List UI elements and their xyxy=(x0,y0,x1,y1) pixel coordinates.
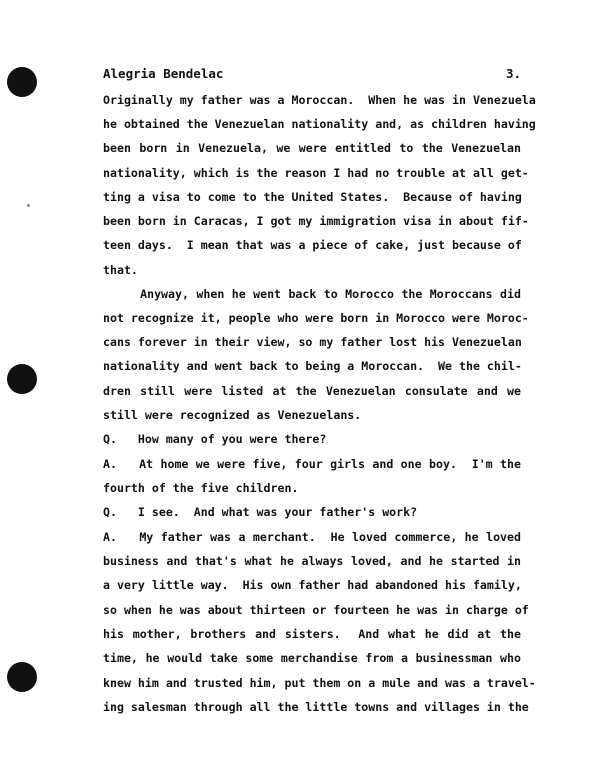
transcript-line: he obtained the Venezuelan nationality and, as children having xyxy=(103,117,536,131)
transcript-line: teen days. I mean that was a piece of cake, just because of xyxy=(103,238,522,252)
transcript-line: that. xyxy=(103,263,138,277)
transcript-line: nationality and went back to being a Moroccan. We the chil- xyxy=(103,359,522,373)
transcript-line: dren still were listed at the Venezuelan consulate and we xyxy=(103,384,521,398)
binder-hole-middle xyxy=(7,364,37,394)
transcript-line: cans forever in their view, so my father lost his Venezuelan xyxy=(103,335,522,349)
transcript-line: fourth of the five children. xyxy=(103,481,299,495)
transcript-line: still were recognized as Venezuelans. xyxy=(103,408,362,422)
transcript-line: ing salesman through all the little towns and villages in the xyxy=(103,700,529,714)
page-number: 3. xyxy=(505,66,521,81)
binder-hole-bottom xyxy=(7,662,37,692)
transcript-line: ting a visa to come to the United States. Because of having xyxy=(103,190,522,204)
transcript-line: Anyway, when he went back to Morocco the Moroccans did xyxy=(103,287,521,301)
binder-hole-top xyxy=(7,67,37,97)
transcript-line: Q. How many of you were there? xyxy=(103,432,327,446)
transcript-line: so when he was about thirteen or fourteen he was in charge of xyxy=(103,603,529,617)
interviewee-name: Alegria Bendelac xyxy=(103,66,224,81)
transcript-line: knew him and trusted him, put them on a mule and was a travel- xyxy=(103,676,536,690)
page-header xyxy=(103,66,523,84)
transcript-line: A. At home we were five, four girls and one boy. I'm the xyxy=(103,457,521,471)
transcript-line: been born in Venezuela, we were entitled to the Venezuelan xyxy=(103,141,521,155)
transcript-line: not recognize it, people who were born in Morocco were Moroc- xyxy=(103,311,529,325)
transcript-line: a very little way. His own father had abandoned his family, xyxy=(103,578,522,592)
transcript-line: nationality, which is the reason I had no trouble at all get- xyxy=(103,166,529,180)
transcript-line: Q. I see. And what was your father's work? xyxy=(103,505,418,519)
transcript-line: business and that's what he always loved, and he started in xyxy=(103,554,521,568)
transcript-line: been born in Caracas, I got my immigration visa in about fif- xyxy=(103,214,529,228)
transcript-line: his mother, brothers and sisters. And what he did at the xyxy=(103,627,521,641)
transcript-line: time, he would take some merchandise from a businessman who xyxy=(103,651,521,665)
transcript-line: A. My father was a merchant. He loved commerce, he loved xyxy=(103,530,521,544)
scan-speck xyxy=(27,204,30,207)
transcript-line: Originally my father was a Moroccan. When he was in Venezuela xyxy=(103,93,536,107)
